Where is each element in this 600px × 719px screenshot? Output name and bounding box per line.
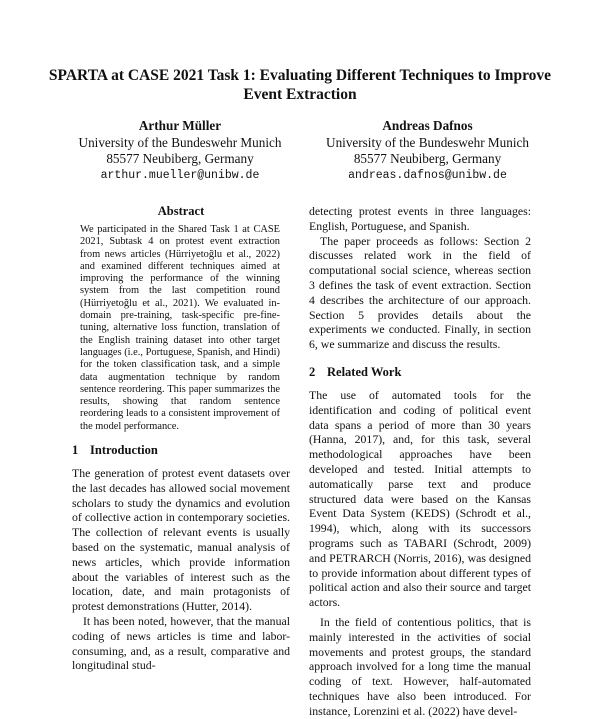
section-number: 1 <box>72 443 79 458</box>
section-title: Related Work <box>327 364 402 379</box>
intro-paragraph-1: The generation of protest event datasets over the last decades has allowed social movement scholars to study the dynamics and evolution of collective action in contemporary societies. The collection of relevant events is usually based on the systematic, manual analysis of news articles, which provide information about the variables of interest such as the location, date, and main protagonists of protest demonstrations (Hutter, 2014). <box>72 466 290 614</box>
author-affiliation: University of the Bundeswehr Munich <box>326 134 529 150</box>
author-name: Arthur Müller <box>138 118 222 133</box>
author-affiliation: University of the Bundeswehr Munich <box>78 134 282 150</box>
left-column <box>72 204 290 673</box>
section-title: Introduction <box>90 443 158 458</box>
intro-paragraph-2: It has been noted, however, that the manual coding of news articles is time and labor-consuming, and, as a result, comparative and longitudinal stud- <box>72 614 290 673</box>
author-block-2 <box>300 118 555 184</box>
intro-continued-paragraph: detecting protest events in three languages: English, Portuguese, and Spanish. <box>309 204 531 233</box>
related-work-paragraph-2: In the field of contentious politics, that is mainly interested in the activities of social movements and protest groups, the standard approach involved for a long time the manual coding of text. However, half-automated techniques have also been introduced. For instance, Lorenzini et al. (2022) have devel- <box>309 614 531 718</box>
section-2-heading <box>309 365 531 380</box>
author-email[interactable]: arthur.mueller@unibw.de <box>100 168 260 182</box>
section-1-heading <box>72 443 290 458</box>
author-name: Andreas Dafnos <box>382 118 473 133</box>
intro-outline-paragraph: The paper proceeds as follows: Section 2 discusses related work in the field of computational social science, whereas section 3 defines the task of event extraction. Section 4 describes the architecture of our approach. Section 5 provides details about the experiments we conducted. Finally, in section 6, we summarize and discuss the results. <box>309 233 531 352</box>
author-block-1 <box>50 118 310 184</box>
abstract-heading: Abstract <box>157 204 205 218</box>
section-number: 2 <box>309 364 316 379</box>
author-email[interactable]: andreas.dafnos@unibw.de <box>348 168 507 182</box>
author-address: 85577 Neubiberg, Germany <box>106 151 254 166</box>
abstract-text: We participated in the Shared Task 1 at CASE 2021, Subtask 4 on protest event extraction from news articles (Hürriyetoğlu et al., 2022) and examined different techniques aimed at improving the performance of the winning system from the last competition round (Hürriyetoğlu et al., 2021). We evaluated in-domain pre-training, task-specific pre-fine-tuning, alternative loss function, translation of the English training dataset into other target languages (i.e., Portuguese, Spanish, and Hindi) for the token classification task, and a simple data augmentation technique by random sentence reordering. This paper summarizes the results, showing that random sentence reordering leads to a consistent improvement of the model performance. <box>80 224 280 432</box>
author-address: 85577 Neubiberg, Germany <box>353 151 502 166</box>
right-column <box>309 204 531 719</box>
related-work-paragraph-1: The use of automated tools for the identification and coding of political event data spans a period of more than 30 years (Hanna, 2017), and, for this task, several methodological approaches have been developed and tested. Initial attempts to automatically parse text and produce structured data were based on the Kansas Event Data System (KEDS) (Schrodt et al., 1994), which, along with its successors programs such as TABARI (Schrodt, 2009) and PETRARCH (Norris, 2016), was designed to provide information about different types of political action and also their source and target actors. <box>309 387 531 610</box>
paper-title: SPARTA at CASE 2021 Task 1: Evaluating Different Techniques to Improve Event Extraction <box>48 67 552 103</box>
